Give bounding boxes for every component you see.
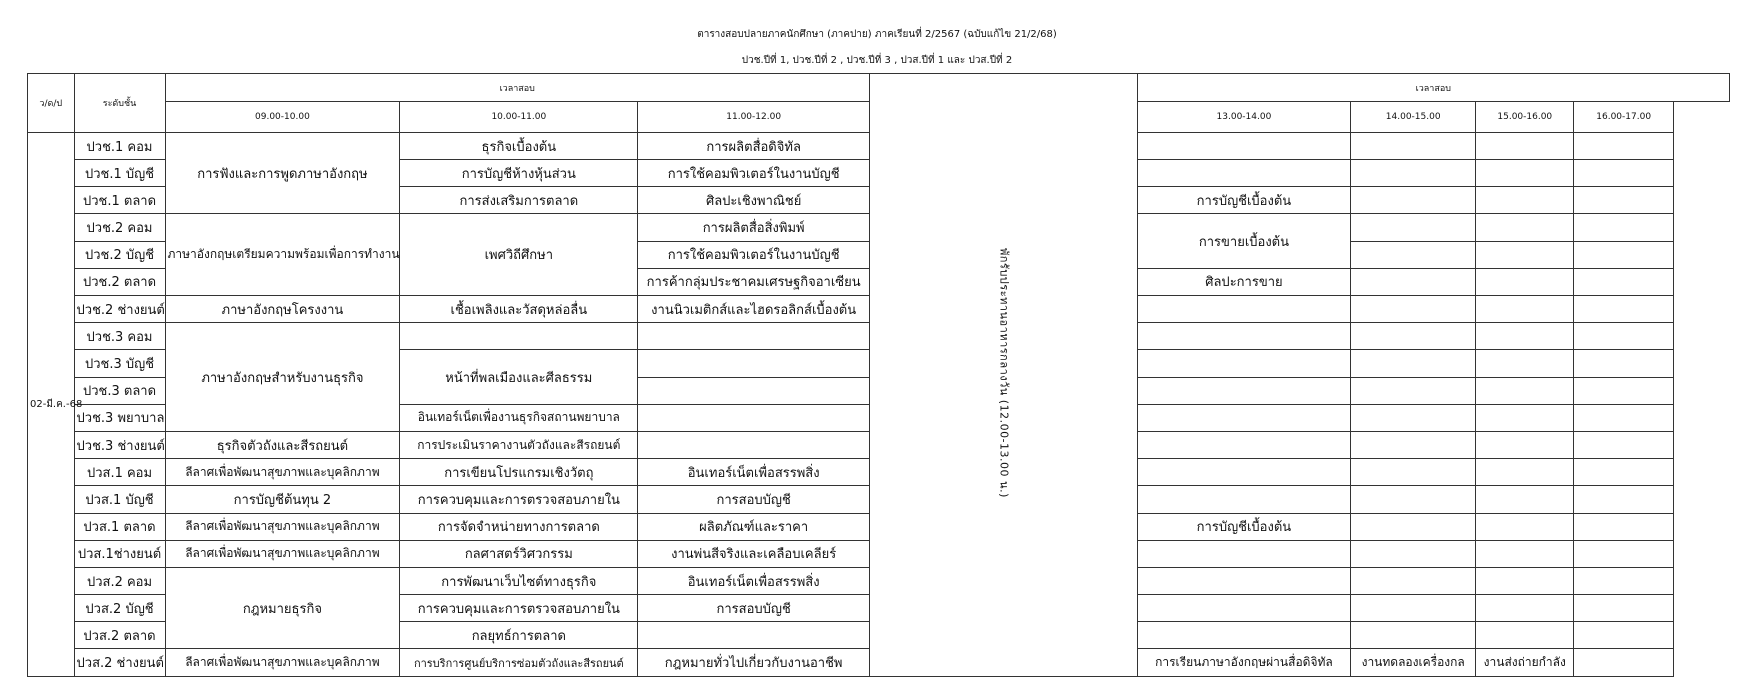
exam-subject: การควบคุมและการตรวจสอบภายใน xyxy=(400,486,638,513)
exam-subject: งานทดลองเครื่องกล xyxy=(1351,649,1476,677)
exam-subject: ลีลาศเพื่อพัฒนาสุขภาพและบุคลิกภาพ xyxy=(165,540,400,567)
slot-1500-header: 15.00-16.00 xyxy=(1476,102,1574,133)
slot-1100-header: 11.00-12.00 xyxy=(638,102,870,133)
exam-subject: ภาษาอังกฤษเตรียมความพร้อมเพื่อการทำงาน xyxy=(165,214,400,296)
class-level: ปวช.1 ตลาด xyxy=(74,187,165,214)
slot-0900-header: 09.00-10.00 xyxy=(165,102,400,133)
class-level: ปวส.2 ตลาด xyxy=(74,622,165,649)
exam-subject: ลีลาศเพื่อพัฒนาสุขภาพและบุคลิกภาพ xyxy=(165,459,400,486)
lunch-break-cell xyxy=(869,74,1137,677)
exam-subject xyxy=(638,350,870,377)
exam-subject: การพัฒนาเว็บไซต์ทางธุรกิจ xyxy=(400,567,638,594)
exam-subject xyxy=(1137,622,1351,649)
slot-1600-header: 16.00-17.00 xyxy=(1574,102,1673,133)
exam-subject xyxy=(1137,540,1351,567)
exam-subject: การบัญชีต้นทุน 2 xyxy=(165,486,400,513)
exam-subject: เพศวิถีศึกษา xyxy=(400,214,638,296)
exam-subject xyxy=(638,404,870,431)
exam-subject: อินเทอร์เน็ตเพื่อสรรพสิ่ง xyxy=(638,459,870,486)
class-level: ปวช.2 ตลาด xyxy=(74,268,165,295)
date-column-header: ว/ด/ป xyxy=(28,74,75,133)
exam-subject xyxy=(1137,160,1351,187)
exam-subject: การผลิตสื่อดิจิทัล xyxy=(638,132,870,159)
exam-subject xyxy=(638,323,870,350)
exam-subject xyxy=(1137,486,1351,513)
exam-subject xyxy=(638,431,870,458)
class-level: ปวส.1 คอม xyxy=(74,459,165,486)
class-level: ปวช.2 ช่างยนต์ xyxy=(74,296,165,323)
exam-subject xyxy=(638,377,870,404)
exam-subject: การควบคุมและการตรวจสอบภายใน xyxy=(400,595,638,622)
exam-subject xyxy=(1137,132,1351,159)
page-title: ตารางสอบปลายภาคนักศึกษา (ภาคปาย) ภาคเรียนที่ 2/2567 (ฉบับแก้ไข 21/2/68) xyxy=(697,29,1057,40)
class-level: ปวส.1 บัญชี xyxy=(74,486,165,513)
exam-subject: การบริการศูนย์บริการซ่อมตัวถังและสีรถยนต์ xyxy=(400,649,638,677)
exam-subject: กฎหมายทั่วไปเกี่ยวกับงานอาชีพ xyxy=(638,649,870,677)
exam-subject: การค้ากลุ่มประชาคมเศรษฐกิจอาเซียน xyxy=(638,268,870,295)
exam-subject: ลีลาศเพื่อพัฒนาสุขภาพและบุคลิกภาพ xyxy=(165,513,400,540)
class-level: ปวส.2 บัญชี xyxy=(74,595,165,622)
lunch-break-label: พักรับประทานอาหารกลางวัน (12.00-13.00 น.) xyxy=(997,248,1011,498)
exam-subject: การฟังและการพูดภาษาอังกฤษ xyxy=(165,132,400,214)
class-level: ปวช.3 ช่างยนต์ xyxy=(74,431,165,458)
exam-subject: การสอบบัญชี xyxy=(638,486,870,513)
exam-subject xyxy=(1137,459,1351,486)
exam-schedule-table xyxy=(27,73,1730,677)
slot-1300-header: 13.00-14.00 xyxy=(1137,102,1351,133)
exam-date: 02-มี.ค.-68 xyxy=(28,132,75,676)
exam-subject xyxy=(1137,350,1351,377)
slot-1000-header: 10.00-11.00 xyxy=(400,102,638,133)
exam-subject: การประเมินราคางานตัวถังและสีรถยนต์ xyxy=(400,431,638,458)
class-level: ปวช.3 พยาบาล xyxy=(74,404,165,431)
exam-subject: กฎหมายธุรกิจ xyxy=(165,567,400,649)
afternoon-exam-time-header: เวลาสอบ xyxy=(1137,74,1729,102)
exam-subject: การเขียนโปรแกรมเชิงวัตถุ xyxy=(400,459,638,486)
header-row-1 xyxy=(28,74,1730,102)
exam-subject xyxy=(638,622,870,649)
exam-subject: กลศาสตร์วิศวกรรม xyxy=(400,540,638,567)
exam-subject: ศิลปะเชิงพาณิชย์ xyxy=(638,187,870,214)
exam-subject xyxy=(1137,377,1351,404)
exam-subject: การใช้คอมพิวเตอร์ในงานบัญชี xyxy=(638,241,870,268)
exam-subject: เชื้อเพลิงและวัสดุหล่อลื่น xyxy=(400,296,638,323)
class-level: ปวช.1 คอม xyxy=(74,132,165,159)
morning-exam-time-header: เวลาสอบ xyxy=(165,74,869,102)
exam-subject: ศิลปะการขาย xyxy=(1137,268,1351,295)
exam-subject xyxy=(400,323,638,350)
class-level: ปวช.1 บัญชี xyxy=(74,160,165,187)
exam-subject: ธุรกิจตัวถังและสีรถยนต์ xyxy=(165,431,400,458)
exam-subject xyxy=(1137,323,1351,350)
exam-subject: ภาษาอังกฤษโครงงาน xyxy=(165,296,400,323)
exam-subject: การขายเบื้องต้น xyxy=(1137,214,1351,268)
exam-subject: การเรียนภาษาอังกฤษผ่านสื่อดิจิทัล xyxy=(1137,649,1351,677)
class-level: ปวส.2 คอม xyxy=(74,567,165,594)
exam-subject xyxy=(1137,431,1351,458)
exam-subject: งานส่งถ่ายกำลัง xyxy=(1476,649,1574,677)
exam-subject: การส่งเสริมการตลาด xyxy=(400,187,638,214)
class-level: ปวส.2 ช่างยนต์ xyxy=(74,649,165,677)
exam-subject: การบัญชีเบื้องต้น xyxy=(1137,513,1351,540)
class-level: ปวส.1 ตลาด xyxy=(74,513,165,540)
class-level: ปวช.3 บัญชี xyxy=(74,350,165,377)
exam-subject: ภาษาอังกฤษสำหรับงานธุรกิจ xyxy=(165,323,400,432)
exam-subject xyxy=(1137,567,1351,594)
exam-subject: ผลิตภัณฑ์และราคา xyxy=(638,513,870,540)
page-subtitle: ปวช.ปีที่ 1, ปวช.ปีที่ 2 , ปวช.ปีที่ 3 , ปวส.ปีที่ 1 และ ปวส.ปีที่ 2 xyxy=(741,55,1013,66)
exam-subject: การใช้คอมพิวเตอร์ในงานบัญชี xyxy=(638,160,870,187)
exam-subject: งานพ่นสีจริงและเคลือบเคลียร์ xyxy=(638,540,870,567)
class-level: ปวช.3 ตลาด xyxy=(74,377,165,404)
exam-subject: การจัดจำหน่ายทางการตลาด xyxy=(400,513,638,540)
class-level: ปวช.2 บัญชี xyxy=(74,241,165,268)
slot-1400-header: 14.00-15.00 xyxy=(1351,102,1476,133)
class-level: ปวช.3 คอม xyxy=(74,323,165,350)
exam-subject: อินเทอร์เน็ตเพื่อสรรพสิ่ง xyxy=(638,567,870,594)
exam-subject: ธุรกิจเบื้องต้น xyxy=(400,132,638,159)
exam-subject: อินเทอร์เน็ตเพื่องานธุรกิจสถานพยาบาล xyxy=(400,404,638,431)
exam-subject: การผลิตสื่อสิ่งพิมพ์ xyxy=(638,214,870,241)
exam-subject xyxy=(1137,404,1351,431)
exam-subject xyxy=(1137,296,1351,323)
exam-subject: การบัญชีเบื้องต้น xyxy=(1137,187,1351,214)
exam-subject xyxy=(1137,595,1351,622)
exam-subject: ลีลาศเพื่อพัฒนาสุขภาพและบุคลิกภาพ xyxy=(165,649,400,677)
exam-subject: งานนิวเมติกส์และไฮดรอลิกส์เบื้องต้น xyxy=(638,296,870,323)
class-level: ปวส.1ช่างยนต์ xyxy=(74,540,165,567)
exam-subject: การสอบบัญชี xyxy=(638,595,870,622)
class-level: ปวช.2 คอม xyxy=(74,214,165,241)
exam-subject: การบัญชีห้างหุ้นส่วน xyxy=(400,160,638,187)
level-column-header: ระดับชั้น xyxy=(74,74,165,133)
exam-subject: หน้าที่พลเมืองและศีลธรรม xyxy=(400,350,638,404)
exam-subject: กลยุทธ์การตลาด xyxy=(400,622,638,649)
